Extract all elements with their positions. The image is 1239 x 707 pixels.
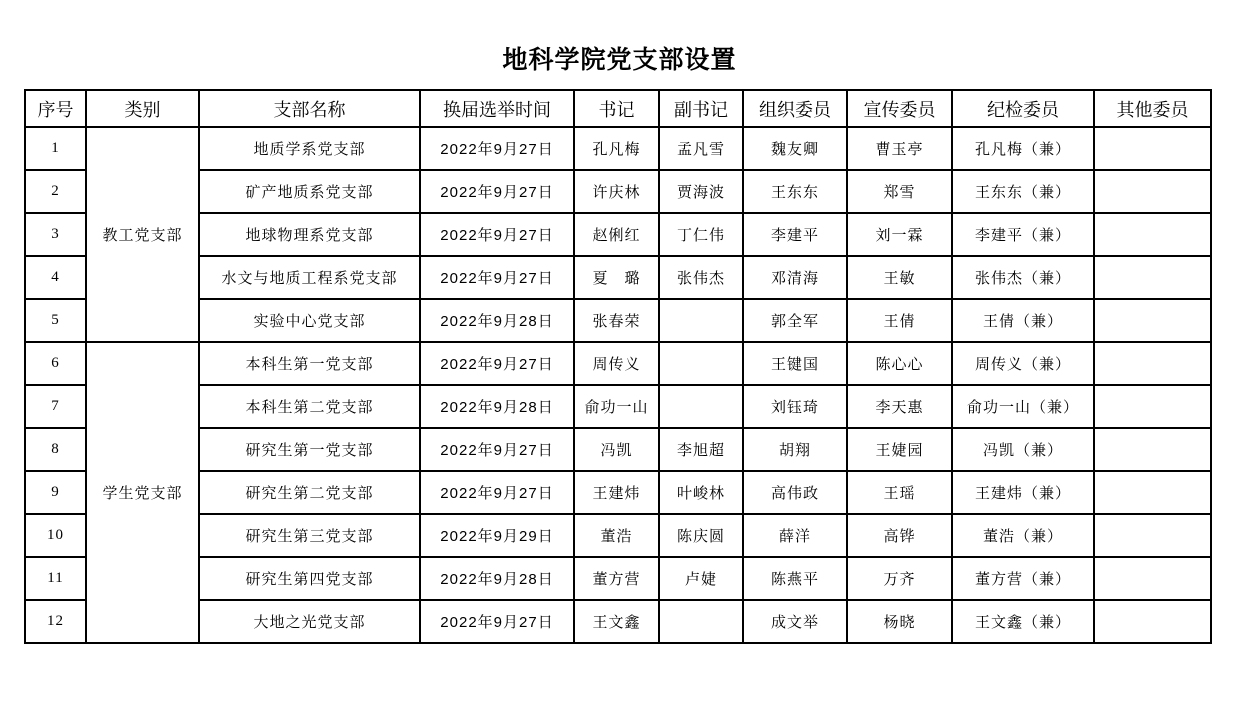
cell-seq: 7 — [25, 385, 86, 428]
cell-publicity: 王敏 — [847, 256, 952, 299]
page-title: 地科学院党支部设置 — [502, 45, 737, 74]
table-row — [25, 299, 1211, 342]
cell-seq: 12 — [25, 600, 86, 643]
cell-deputy: 卢婕 — [659, 557, 743, 600]
cell-other — [1094, 127, 1211, 170]
cell-discipline: 王东东（兼） — [952, 170, 1094, 213]
cell-organization: 胡翔 — [743, 428, 847, 471]
cell-discipline: 王建炜（兼） — [952, 471, 1094, 514]
cell-branch: 矿产地质系党支部 — [199, 170, 420, 213]
cell-organization: 王键国 — [743, 342, 847, 385]
cell-seq: 4 — [25, 256, 86, 299]
header-seq: 序号 — [25, 90, 86, 127]
table-row — [25, 170, 1211, 213]
cell-deputy: 贾海波 — [659, 170, 743, 213]
cell-secretary: 周传义 — [574, 342, 659, 385]
cell-publicity: 李天惠 — [847, 385, 952, 428]
cell-publicity: 刘一霖 — [847, 213, 952, 256]
cell-date: 2022年9月27日 — [420, 256, 574, 299]
cell-secretary: 董浩 — [574, 514, 659, 557]
header-publicity-member: 宣传委员 — [847, 90, 952, 127]
cell-date: 2022年9月27日 — [420, 342, 574, 385]
cell-secretary: 俞功一山 — [574, 385, 659, 428]
cell-date: 2022年9月28日 — [420, 557, 574, 600]
header-category: 类别 — [86, 90, 199, 127]
table-row — [25, 385, 1211, 428]
cell-organization: 魏友卿 — [743, 127, 847, 170]
cell-publicity: 万齐 — [847, 557, 952, 600]
header-organization-member: 组织委员 — [743, 90, 847, 127]
cell-other — [1094, 299, 1211, 342]
table-row — [25, 471, 1211, 514]
table-row — [25, 256, 1211, 299]
cell-deputy — [659, 385, 743, 428]
cell-date: 2022年9月28日 — [420, 299, 574, 342]
cell-seq: 2 — [25, 170, 86, 213]
cell-branch: 水文与地质工程系党支部 — [199, 256, 420, 299]
cell-deputy: 叶峻林 — [659, 471, 743, 514]
cell-secretary: 夏 璐 — [574, 256, 659, 299]
cell-other — [1094, 170, 1211, 213]
cell-branch: 研究生第三党支部 — [199, 514, 420, 557]
header-other-member: 其他委员 — [1094, 90, 1211, 127]
cell-discipline: 董浩（兼） — [952, 514, 1094, 557]
cell-seq: 3 — [25, 213, 86, 256]
cell-branch: 研究生第二党支部 — [199, 471, 420, 514]
branch-table — [24, 89, 1212, 644]
cell-secretary: 赵俐红 — [574, 213, 659, 256]
cell-other — [1094, 385, 1211, 428]
header-deputy-secretary: 副书记 — [659, 90, 743, 127]
cell-discipline: 孔凡梅（兼） — [952, 127, 1094, 170]
cell-seq: 6 — [25, 342, 86, 385]
cell-seq: 10 — [25, 514, 86, 557]
cell-date: 2022年9月27日 — [420, 127, 574, 170]
cell-other — [1094, 600, 1211, 643]
cell-other — [1094, 471, 1211, 514]
cell-discipline: 董方营（兼） — [952, 557, 1094, 600]
cell-deputy: 孟凡雪 — [659, 127, 743, 170]
cell-publicity: 曹玉亭 — [847, 127, 952, 170]
cell-deputy — [659, 342, 743, 385]
cell-secretary: 张春荣 — [574, 299, 659, 342]
cell-deputy — [659, 299, 743, 342]
cell-organization: 刘钰琦 — [743, 385, 847, 428]
cell-organization: 王东东 — [743, 170, 847, 213]
header-discipline-member: 纪检委员 — [952, 90, 1094, 127]
cell-discipline: 冯凯（兼） — [952, 428, 1094, 471]
cell-date: 2022年9月27日 — [420, 170, 574, 213]
category-faculty: 教工党支部 — [86, 127, 199, 342]
cell-branch: 地质学系党支部 — [199, 127, 420, 170]
cell-other — [1094, 342, 1211, 385]
cell-date: 2022年9月27日 — [420, 471, 574, 514]
header-branch-name: 支部名称 — [199, 90, 420, 127]
cell-discipline: 张伟杰（兼） — [952, 256, 1094, 299]
cell-secretary: 孔凡梅 — [574, 127, 659, 170]
table-row — [25, 514, 1211, 557]
cell-deputy: 丁仁伟 — [659, 213, 743, 256]
table-row — [25, 342, 1211, 385]
cell-deputy — [659, 600, 743, 643]
cell-other — [1094, 514, 1211, 557]
cell-branch: 大地之光党支部 — [199, 600, 420, 643]
cell-other — [1094, 428, 1211, 471]
cell-seq: 11 — [25, 557, 86, 600]
cell-organization: 邓清海 — [743, 256, 847, 299]
table-row — [25, 600, 1211, 643]
cell-deputy: 张伟杰 — [659, 256, 743, 299]
cell-other — [1094, 256, 1211, 299]
cell-discipline: 李建平（兼） — [952, 213, 1094, 256]
cell-branch: 研究生第一党支部 — [199, 428, 420, 471]
cell-publicity: 王瑶 — [847, 471, 952, 514]
cell-branch: 研究生第四党支部 — [199, 557, 420, 600]
cell-secretary: 王文鑫 — [574, 600, 659, 643]
cell-seq: 9 — [25, 471, 86, 514]
cell-publicity: 王婕园 — [847, 428, 952, 471]
cell-organization: 成文举 — [743, 600, 847, 643]
cell-secretary: 王建炜 — [574, 471, 659, 514]
cell-discipline: 王倩（兼） — [952, 299, 1094, 342]
cell-secretary: 许庆林 — [574, 170, 659, 213]
header-secretary: 书记 — [574, 90, 659, 127]
cell-discipline: 俞功一山（兼） — [952, 385, 1094, 428]
cell-seq: 8 — [25, 428, 86, 471]
table-row — [25, 428, 1211, 471]
header-election-date: 换届选举时间 — [420, 90, 574, 127]
table-row — [25, 213, 1211, 256]
cell-publicity: 杨晓 — [847, 600, 952, 643]
cell-date: 2022年9月29日 — [420, 514, 574, 557]
cell-date: 2022年9月27日 — [420, 600, 574, 643]
cell-publicity: 王倩 — [847, 299, 952, 342]
cell-branch: 本科生第二党支部 — [199, 385, 420, 428]
cell-organization: 陈燕平 — [743, 557, 847, 600]
cell-publicity: 陈心心 — [847, 342, 952, 385]
cell-organization: 薛洋 — [743, 514, 847, 557]
cell-branch: 本科生第一党支部 — [199, 342, 420, 385]
cell-organization: 郭全军 — [743, 299, 847, 342]
cell-branch: 实验中心党支部 — [199, 299, 420, 342]
cell-deputy: 李旭超 — [659, 428, 743, 471]
cell-date: 2022年9月28日 — [420, 385, 574, 428]
cell-discipline: 周传义（兼） — [952, 342, 1094, 385]
category-student: 学生党支部 — [86, 342, 199, 643]
cell-publicity: 高铧 — [847, 514, 952, 557]
cell-secretary: 冯凯 — [574, 428, 659, 471]
table-row — [25, 127, 1211, 170]
cell-organization: 高伟政 — [743, 471, 847, 514]
cell-other — [1094, 557, 1211, 600]
cell-seq: 5 — [25, 299, 86, 342]
cell-branch: 地球物理系党支部 — [199, 213, 420, 256]
cell-discipline: 王文鑫（兼） — [952, 600, 1094, 643]
cell-organization: 李建平 — [743, 213, 847, 256]
cell-date: 2022年9月27日 — [420, 213, 574, 256]
cell-secretary: 董方营 — [574, 557, 659, 600]
cell-deputy: 陈庆圆 — [659, 514, 743, 557]
cell-seq: 1 — [25, 127, 86, 170]
cell-publicity: 郑雪 — [847, 170, 952, 213]
table-row — [25, 557, 1211, 600]
table-header-row — [25, 90, 1211, 127]
cell-date: 2022年9月27日 — [420, 428, 574, 471]
cell-other — [1094, 213, 1211, 256]
